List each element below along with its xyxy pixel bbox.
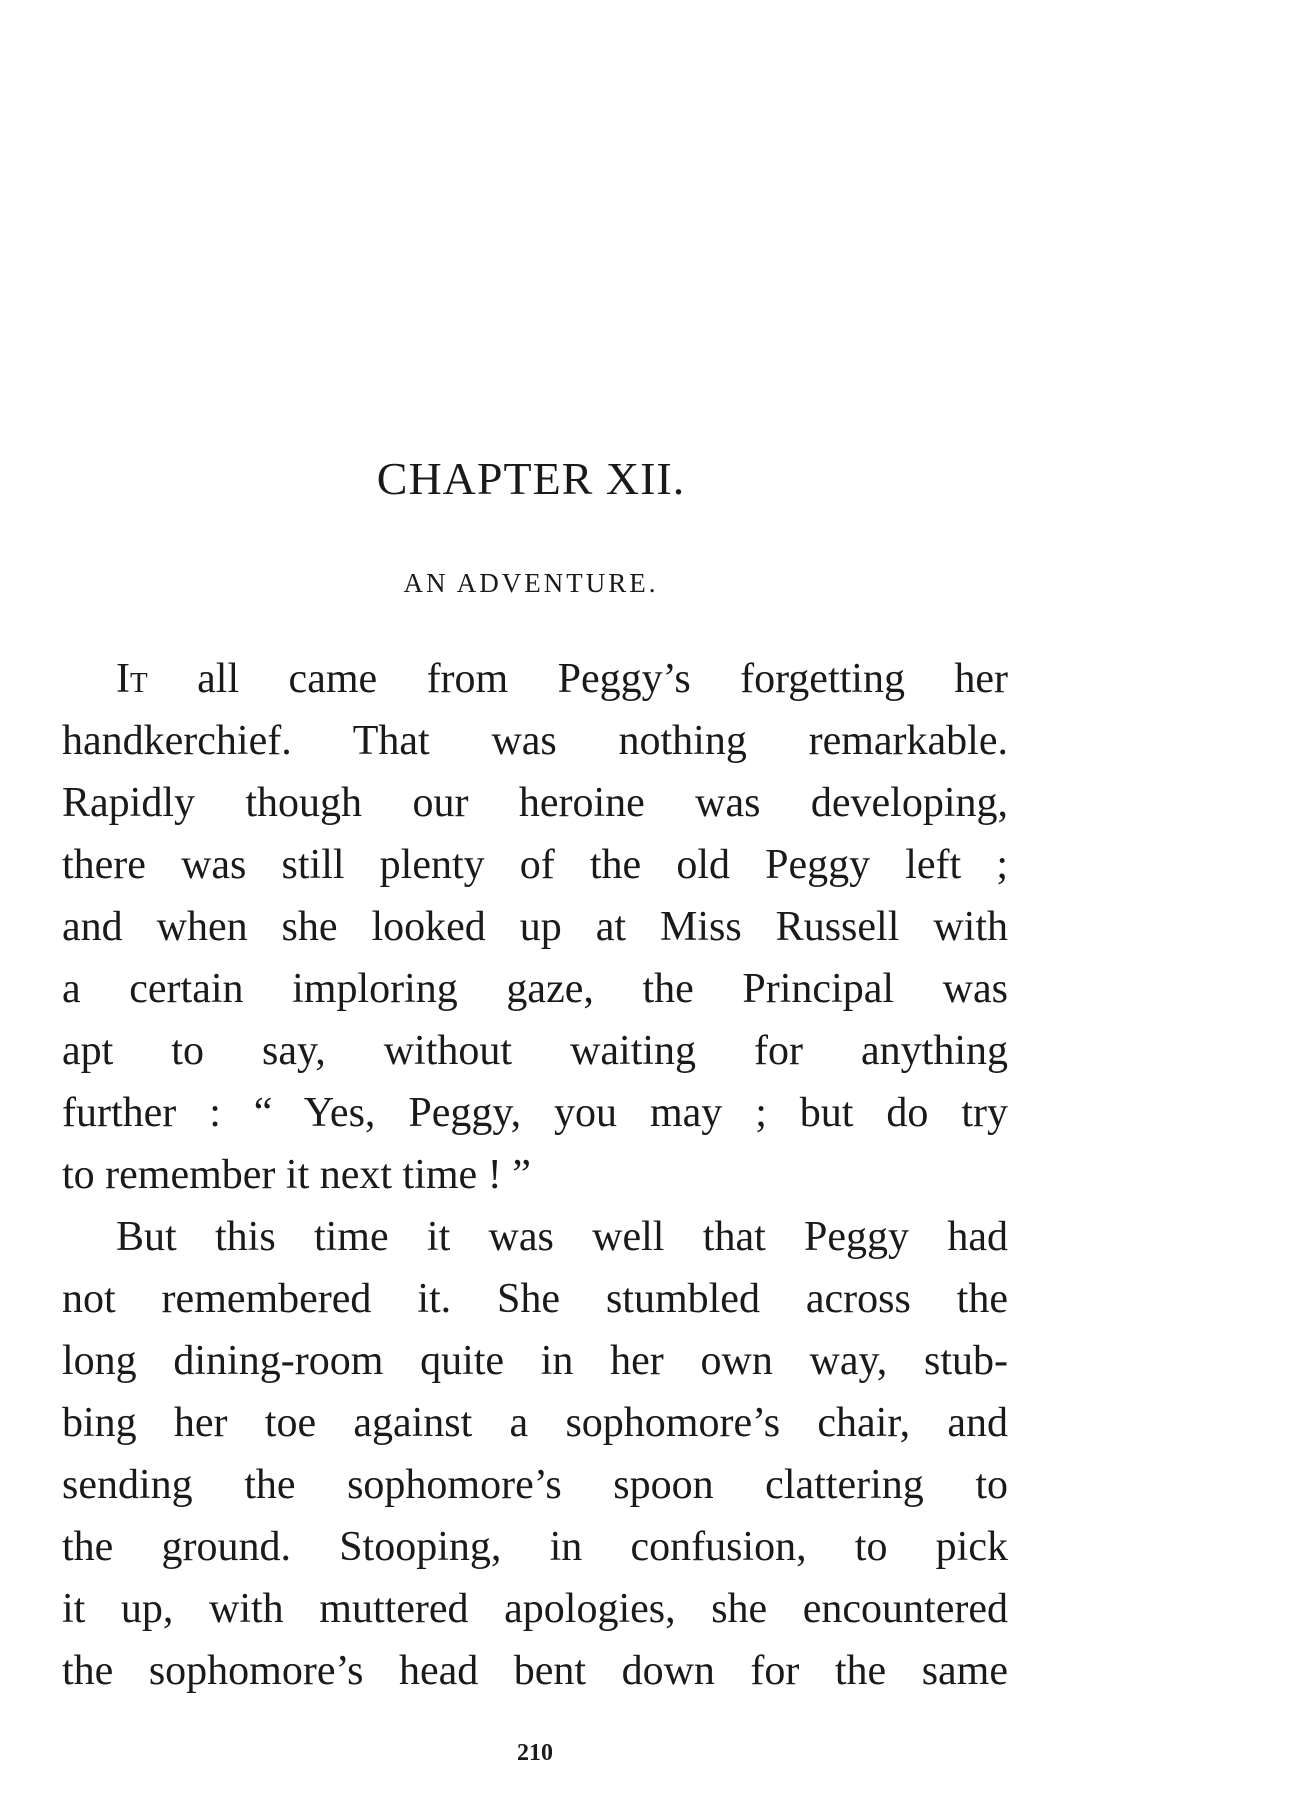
text-line: further : “ Yes, Peggy, you may ; but do try: [62, 1090, 1008, 1136]
text-line: long dining-room quite in her own way, stub-: [62, 1338, 1008, 1384]
text-line: apt to say, without waiting for anything: [62, 1028, 1008, 1074]
text-line: it up, with muttered apologies, she encountered: [62, 1586, 1008, 1632]
text-line: the sophomore’s head bent down for the same: [62, 1648, 1008, 1694]
dropcap-word: It: [116, 656, 148, 702]
text-line: handkerchief. That was nothing remarkable.: [62, 718, 1008, 764]
chapter-subtitle: AN ADVENTURE.: [403, 568, 659, 598]
text-line: a certain imploring gaze, the Principal was: [62, 966, 1008, 1012]
page-number: 210: [517, 1740, 553, 1766]
text-line: there was still plenty of the old Peggy left ;: [62, 842, 1008, 888]
text-line: to remember it next time ! ”: [62, 1152, 531, 1198]
text-line: Rapidly though our heroine was developing,: [62, 780, 1008, 826]
text-line: and when she looked up at Miss Russell with: [62, 904, 1008, 950]
body-text: [62, 648, 1008, 1702]
text-line: not remembered it. She stumbled across the: [62, 1276, 1008, 1322]
text-line: But this time it was well that Peggy had: [116, 1214, 1008, 1260]
text-line: bing her toe against a sophomore’s chair, and: [62, 1400, 1008, 1446]
text-line: the ground. Stooping, in confusion, to pick: [62, 1524, 1008, 1570]
chapter-title: CHAPTER XII.: [376, 453, 686, 504]
line-text: all came from Peggy’s forgetting her: [197, 656, 1009, 702]
text-line: sending the sophomore’s spoon clattering to: [62, 1462, 1008, 1508]
text-line: [62, 648, 1008, 710]
